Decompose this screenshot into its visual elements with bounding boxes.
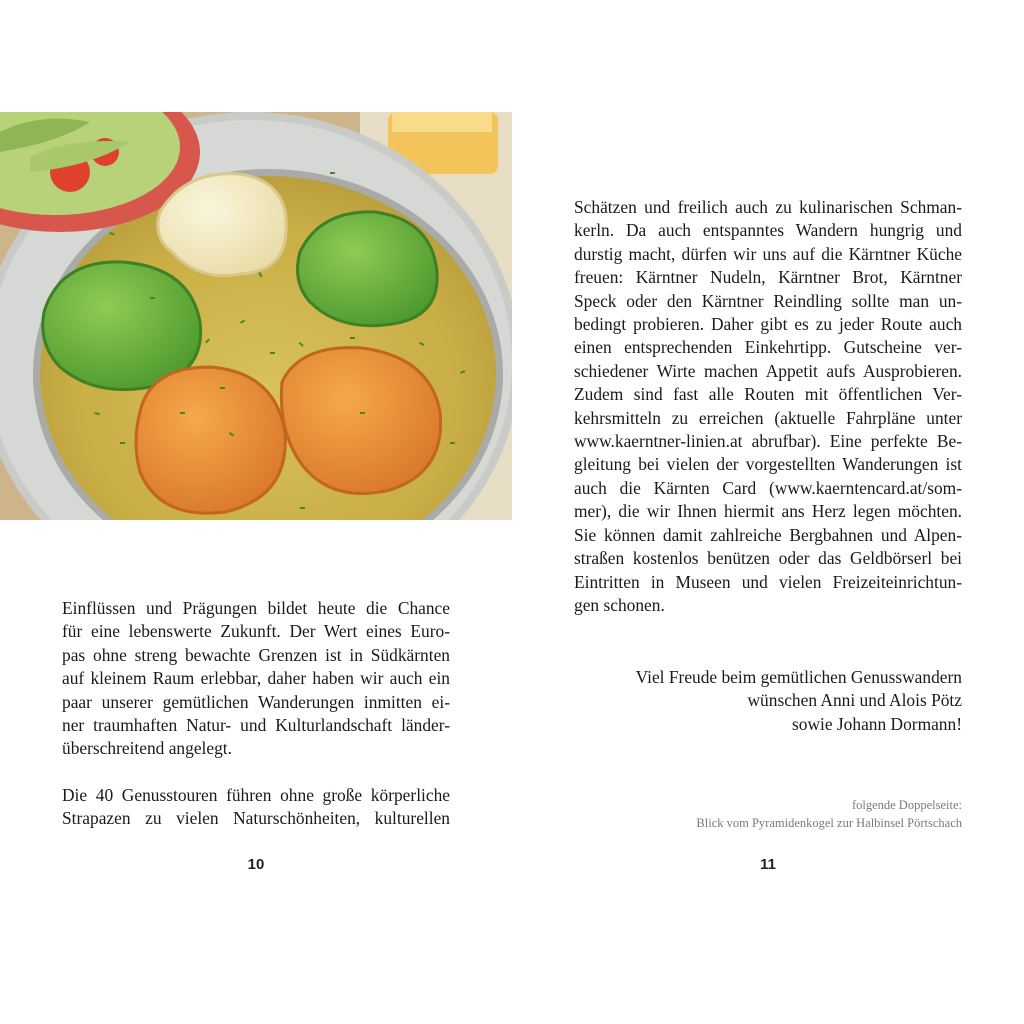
food-photo-illustration xyxy=(0,112,512,520)
text-line: bedingt probieren. Daher gibt es zu jeder Route auch xyxy=(574,314,962,335)
text-line: pas ohne streng bewachte Grenzen ist in Südkärnten xyxy=(62,644,450,665)
text-line: überschreitend angelegt. xyxy=(62,738,232,759)
text-line: durstig macht, dürfen wir uns auf die Kärntner Küche xyxy=(574,243,962,264)
text-line: Speck oder den Kärntner Reindling sollte man un- xyxy=(574,290,962,311)
text-line: mer), die wir Ihnen hiermit ans Herz legen möchten. xyxy=(574,501,962,522)
right-page xyxy=(512,0,1024,1024)
signoff-line: wünschen Anni und Alois Pötz xyxy=(747,690,962,711)
text-line: Zudem sind fast alle Routen mit öffentlichen Ver- xyxy=(574,384,962,405)
text-line: Einflüssen und Prägungen bildet heute die Chance xyxy=(62,598,450,618)
signoff-line: sowie Johann Dormann! xyxy=(791,713,962,734)
text-line: schiedener Wirte machen Appetit aufs Ausprobieren. xyxy=(574,360,962,381)
right-page-body-text xyxy=(574,196,962,617)
text-line: auch die Kärnten Card (www.kaerntencard.at/som- xyxy=(574,477,962,498)
text-line: Die 40 Genusstouren führen ohne große körperliche xyxy=(62,784,450,805)
text-line: gen schonen. xyxy=(574,594,665,615)
signoff-line: Viel Freude beim gemütlichen Genusswandern xyxy=(635,667,962,687)
text-line: kehrsmitteln zu erreichen (aktuelle Fahrpläne unter xyxy=(574,407,962,428)
text-line: Sie können damit zahlreiche Bergbahnen und Alpen- xyxy=(574,524,962,545)
text-line: gleitung bei vielen der vorgestellten Wanderungen ist xyxy=(574,454,962,475)
left-page-body-text xyxy=(62,597,450,831)
photo-caption xyxy=(574,796,962,832)
text-line: Strapazen zu vielen Naturschönheiten, kulturellen xyxy=(62,808,450,829)
text-line: ner traumhaften Natur- und Kulturlandschaft länder- xyxy=(62,715,450,736)
text-line: Schätzen und freilich auch zu kulinarischen Schman- xyxy=(574,197,962,217)
text-line: paar unserer gemütlichen Wanderungen inmitten ei- xyxy=(62,691,450,712)
text-line: kerln. Da auch entspanntes Wandern hungrig und xyxy=(574,220,962,241)
text-line: für eine lebenswerte Zukunft. Der Wert eines Euro- xyxy=(62,621,450,642)
text-line: straßen kostenlos benützen oder das Geldbörserl bei xyxy=(574,548,962,569)
signoff xyxy=(574,666,962,736)
page-number-right: 11 xyxy=(760,856,776,873)
left-paragraph-1 xyxy=(62,597,450,761)
caption-line: Blick vom Pyramidenkogel zur Halbinsel Pörtschach xyxy=(696,816,962,830)
text-line: Eintritten in Museen und vielen Freizeiteinrichtun- xyxy=(574,571,962,592)
food-photo-ravioli-in-broth xyxy=(0,112,512,520)
text-line: freuen: Kärntner Nudeln, Kärntner Brot, Kärntner xyxy=(574,267,962,288)
left-paragraph-2 xyxy=(62,784,450,831)
page-number-left: 10 xyxy=(247,856,265,873)
text-line: einen entsprechenden Einkehrtipp. Gutscheine ver- xyxy=(574,337,962,358)
caption-line: folgende Doppelseite: xyxy=(851,798,962,812)
text-line: auf kleinem Raum erlebbar, daher haben wir auch ein xyxy=(62,668,450,689)
text-line: www.kaerntner-linien.at abrufbar). Eine perfekte Be- xyxy=(574,431,962,452)
